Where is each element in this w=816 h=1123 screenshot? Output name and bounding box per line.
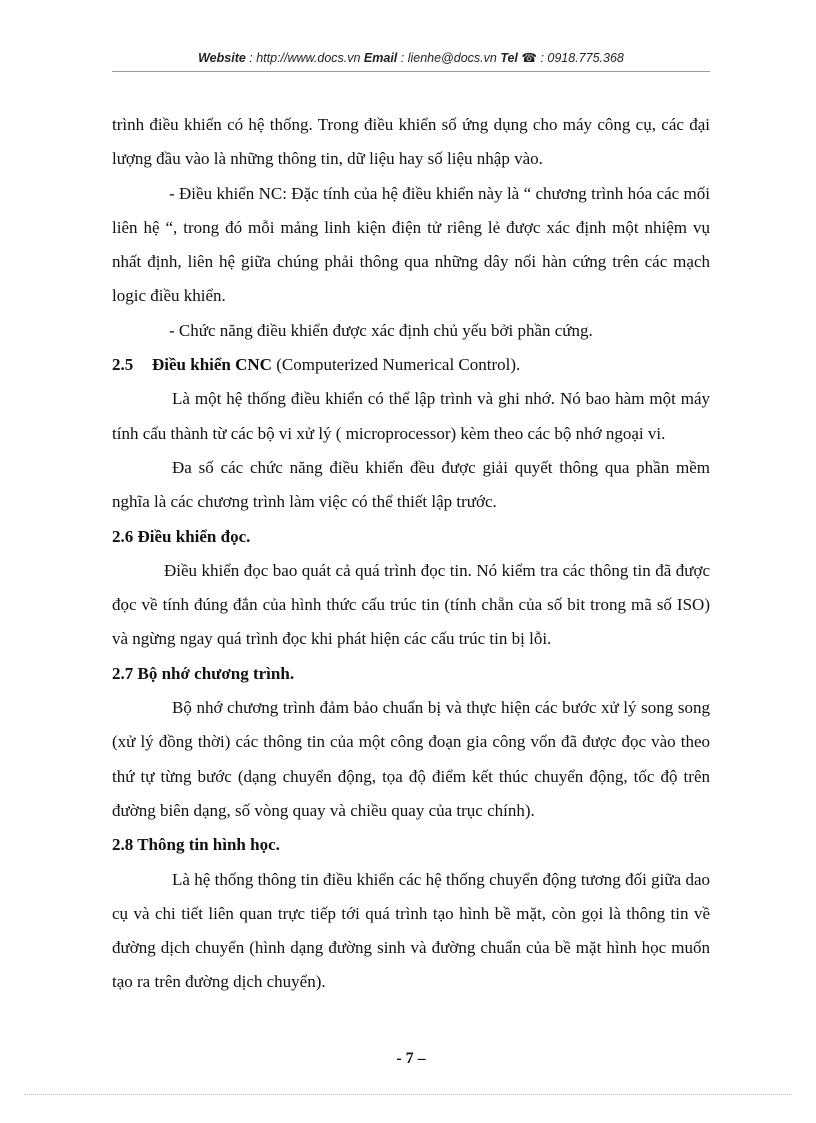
email-value: : lienhe@docs.vn	[397, 51, 501, 65]
heading-2-7: 2.7 Bộ nhớ chương trình.	[112, 663, 295, 683]
phone-icon: ☎	[521, 51, 537, 65]
heading-2-5	[112, 348, 710, 382]
paragraph-nc-control: - Điều khiển NC: Đặc tính của hệ điều khiển này là “ chương trình hóa các mối liên hệ “, trong đó mỗi mảng linh kiện điện tử riêng lẻ được xác định một nhiệm vụ nhất định, liên hệ giữa chúng phải thông qua những dây nối hàn cứng trên các mạch logic điều khiển.	[112, 183, 710, 306]
website-value: : http://www.docs.vn	[245, 51, 364, 65]
heading-2-8: 2.8 Thông tin hình học.	[112, 835, 280, 855]
heading-2-5-title: Điều khiển CNC	[152, 355, 272, 375]
paragraph-cnc-definition: Là một hệ thống điều khiển có thể lập trình và ghi nhớ. Nó bao hàm một máy tính cấu thành từ các bộ vi xử lý ( microprocessor) kèm theo các bộ nhớ ngoại vi.	[112, 389, 710, 443]
heading-2-5-subtitle: (Computerized Numerical Control).	[271, 355, 521, 375]
page-header	[112, 50, 710, 65]
tel-value: : 0918.775.368	[536, 51, 624, 65]
footer-divider	[24, 1094, 792, 1095]
paragraph-program-memory: Bộ nhớ chương trình đảm bảo chuẩn bị và thực hiện các bước xử lý song song (xử lý đồng thời) các thông tin của một công đoạn gia công vốn đã được đọc vào theo thứ tự từng bước (dạng chuyển động, tọa độ điểm kết thúc chuyển động, tốc độ trên đường biên dạng, số vòng quay và chiều quay của trục chính).	[112, 698, 710, 820]
page-number: - 7 –	[396, 1050, 426, 1067]
header-divider	[112, 71, 710, 72]
heading-2-6: 2.6 Điều khiển đọc.	[112, 526, 251, 546]
paragraph-hardware-function: - Chức năng điều khiển được xác định chủ yếu bởi phần cứng.	[169, 320, 593, 340]
paragraph-read-control: Điều khiển đọc bao quát cả quá trình đọc tin. Nó kiểm tra các thông tin đã được đọc về tính đúng đắn của hình thức cấu trúc tin (tính chẵn của số bit trong mã số ISO) và ngừng ngay quá trình đọc khi phát hiện các cấu trúc tin bị lỗi.	[112, 560, 710, 649]
document-body	[112, 108, 710, 1000]
paragraph-1: trình điều khiển có hệ thống. Trong điều khiển số ứng dụng cho máy công cụ, các đại lượng đầu vào là những thông tin, dữ liệu hay số liệu nhập vào.	[112, 115, 710, 169]
tel-label: Tel	[500, 51, 518, 65]
heading-2-5-number: 2.5	[112, 355, 134, 375]
email-label: Email	[363, 51, 398, 65]
website-label: Website	[198, 51, 246, 65]
paragraph-cnc-software: Đa số các chức năng điều khiển đều được giải quyết thông qua phần mềm nghĩa là các chương trình làm việc có thể thiết lập trước.	[112, 457, 710, 512]
paragraph-geometry-info: Là hệ thống thông tin điều khiển các hệ thống chuyển động tương đối giữa dao cụ và chi tiết liên quan trực tiếp tới quá trình tạo hình bề mặt, còn gọi là thông tin về đường dịch chuyển (hình dạng đường sinh và đường chuẩn của bề mặt hình học muốn tạo ra trên đường dịch chuyển).	[112, 869, 710, 992]
